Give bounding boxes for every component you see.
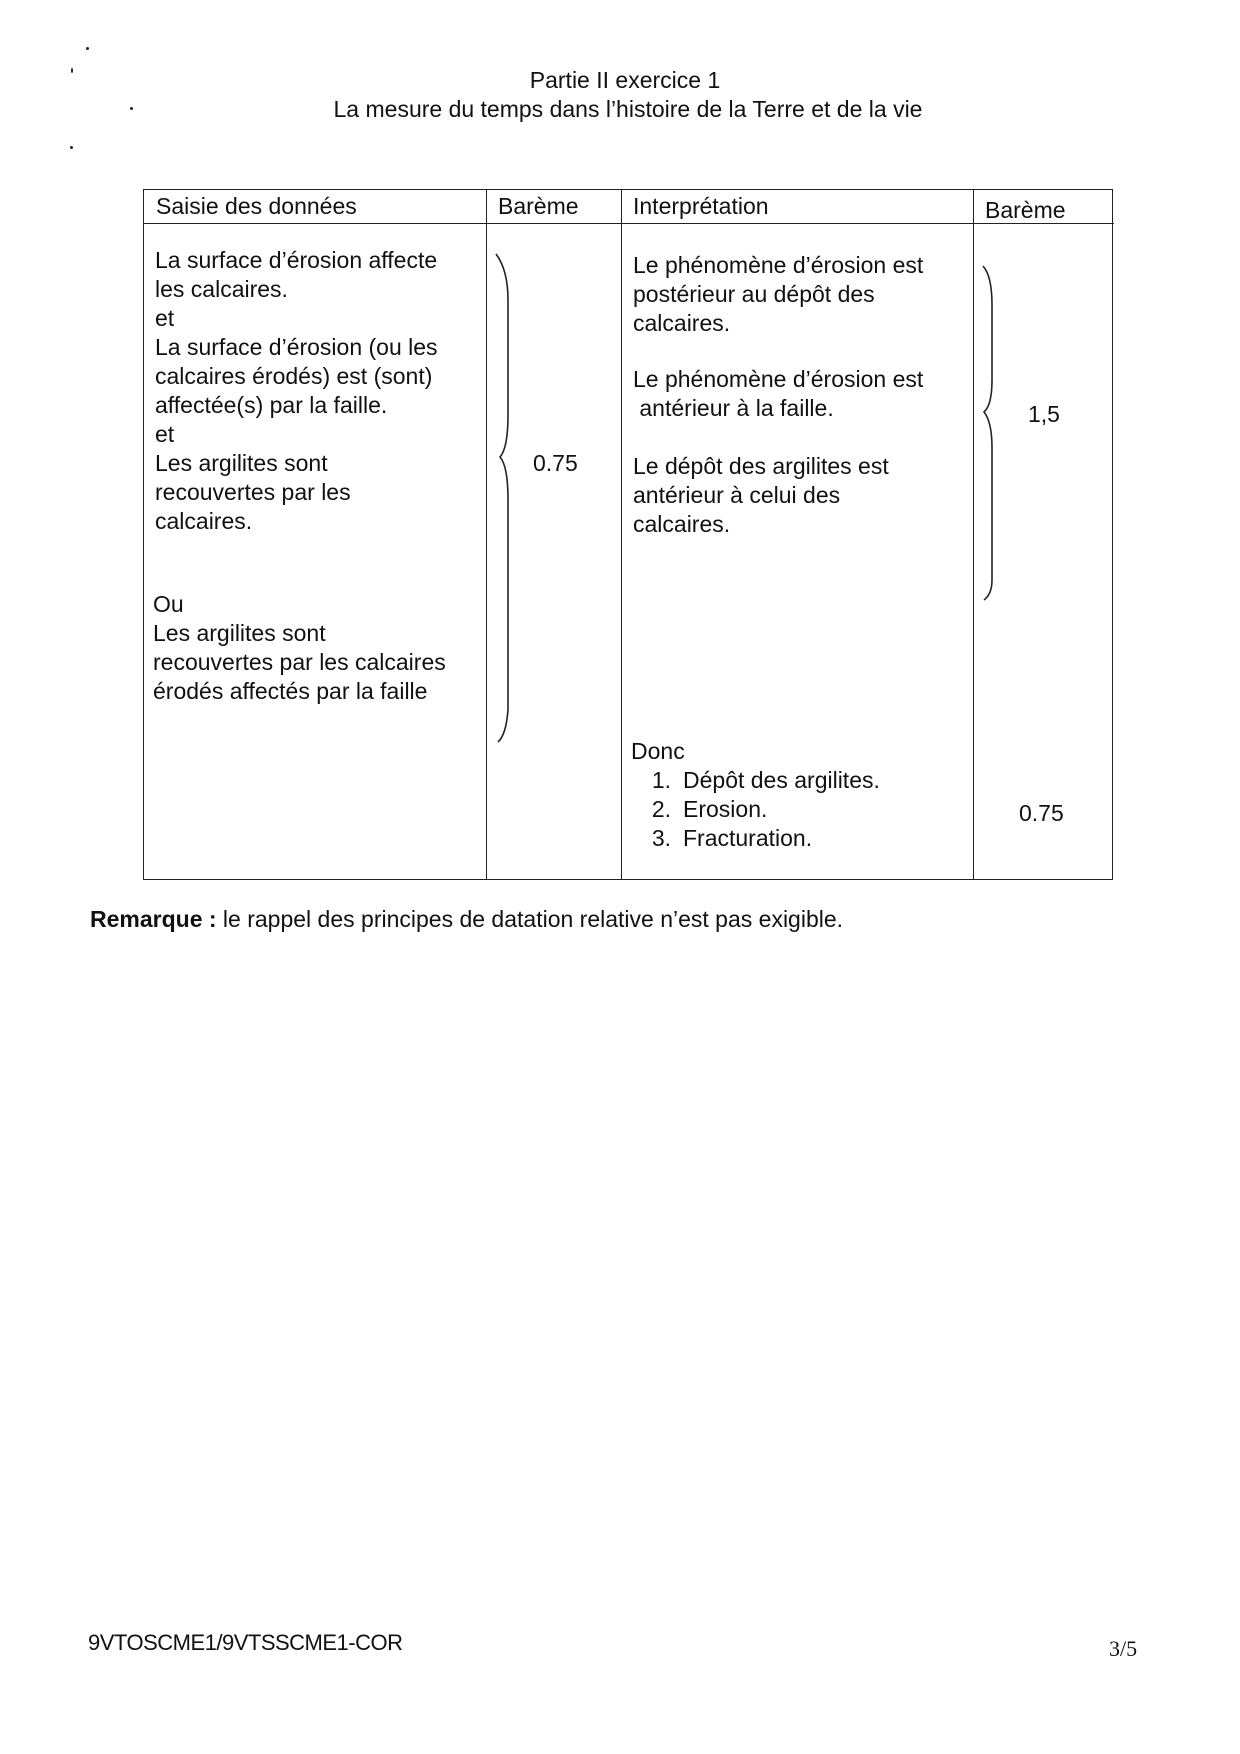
column-header-interpretation: Interprétation [633,193,769,219]
scan-speck [70,146,73,149]
list-number: 2. [651,796,671,822]
text-line: recouvertes par les calcaires [153,649,446,675]
conclusion-label: Donc [631,738,685,764]
list-text: Dépôt des argilites. [683,767,880,793]
scan-speck [86,47,89,50]
exercise-title: Partie II exercice 1 [529,67,721,93]
list-text: Erosion. [683,796,768,822]
grading-braces [144,190,1114,881]
text-line: Le phénomène d’érosion est [633,252,924,278]
text-line: Les argilites sont [155,450,328,476]
score-conclusion: 0.75 [1019,800,1064,826]
text-line: érodés affectés par la faille [153,678,428,704]
text-line: antérieur à la faille. [633,395,834,421]
column-header-score: Barème [985,197,1066,223]
text-line: postérieur au dépôt des [633,281,875,307]
page-header [0,66,1240,124]
remark-note [90,905,843,934]
page-number: 3/5 [1109,1636,1138,1661]
text-line: La surface d’érosion affecte [155,247,438,273]
text-line: La surface d’érosion (ou les [155,334,438,360]
remark-text: le rappel des principes de datation relative n’est pas exigible. [216,906,844,932]
grading-table [143,189,1113,880]
brace-interpretation-column [983,266,992,600]
text-line: et [155,421,175,447]
text-line: affectée(s) par la faille. [155,392,388,418]
column-header-score: Barème [498,193,579,219]
remark-label: Remarque : [90,906,217,932]
text-line: Le phénomène d’érosion est [633,366,924,392]
brace-data-column [496,254,508,742]
list-text: Fracturation. [683,825,813,851]
column-header-data: Saisie des données [156,193,357,219]
score-data: 0.75 [533,450,578,476]
text-line: les calcaires. [155,276,288,302]
text-line: recouvertes par les [155,479,351,505]
text-line: Les argilites sont [153,620,326,646]
text-line: calcaires érodés) est (sont) [155,363,433,389]
text-line: Le dépôt des argilites est [633,453,889,479]
score-interpretation: 1,5 [1028,401,1060,427]
text-line: et [155,305,175,331]
exercise-subtitle: La mesure du temps dans l’histoire de la Terre et de la vie [333,96,923,122]
text-line: calcaires. [633,511,731,537]
text-line: calcaires. [633,310,731,336]
text-line: calcaires. [155,508,253,534]
text-line: antérieur à celui des [633,482,841,508]
list-number: 3. [651,825,671,851]
document-code: 9VTOSCME1/9VTSSCME1-COR [88,1630,403,1655]
text-line: Ou [153,591,184,617]
list-number: 1. [651,767,671,793]
